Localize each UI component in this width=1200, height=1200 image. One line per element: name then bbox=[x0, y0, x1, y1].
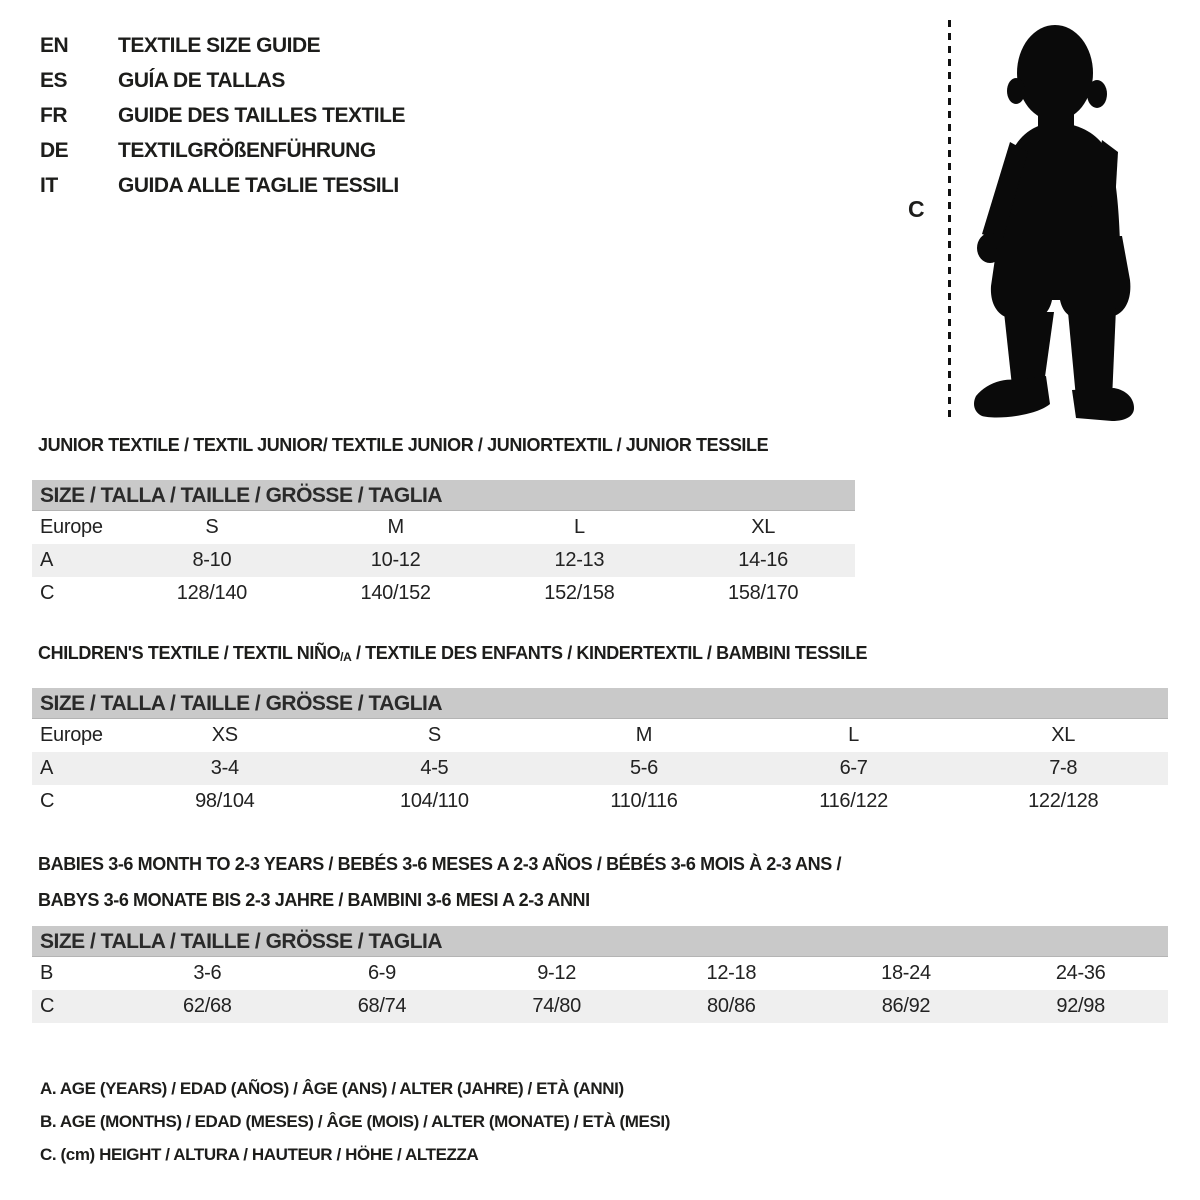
table-cell: 80/86 bbox=[707, 995, 756, 1017]
table-cell: 104/110 bbox=[400, 790, 469, 812]
height-figure bbox=[880, 0, 1200, 430]
table-cell: S bbox=[427, 724, 441, 746]
language-list bbox=[40, 28, 405, 203]
language-title: TEXTILGRÖßENFÜHRUNG bbox=[118, 138, 376, 162]
children-title-sub: /A bbox=[340, 650, 352, 664]
table-cell: 3-4 bbox=[210, 757, 239, 779]
table-cell: 12-13 bbox=[554, 549, 605, 571]
measure-c-label: C bbox=[908, 196, 925, 222]
children-size-table bbox=[32, 688, 1168, 818]
row-label: B bbox=[40, 962, 54, 984]
table-cell: 158/170 bbox=[728, 582, 799, 604]
children-section bbox=[32, 643, 1168, 818]
language-title: GUÍA DE TALLAS bbox=[118, 68, 285, 92]
size-header-bar: SIZE / TALLA / TAILLE / GRÖSSE / TAGLIA bbox=[32, 926, 1168, 957]
table-cell: 128/140 bbox=[176, 582, 247, 604]
table-cell: 116/122 bbox=[819, 790, 888, 812]
table-cell: M bbox=[387, 516, 404, 538]
table-cell: 14-16 bbox=[738, 549, 788, 571]
table-row-height bbox=[32, 785, 1168, 818]
table-cell: 5-6 bbox=[629, 757, 658, 779]
table-cell: 7-8 bbox=[1049, 757, 1078, 779]
table-cell: XS bbox=[211, 724, 238, 746]
size-header-bar: SIZE / TALLA / TAILLE / GRÖSSE / TAGLIA bbox=[32, 480, 855, 511]
row-label: C bbox=[40, 582, 55, 604]
table-cell: 98/104 bbox=[195, 790, 255, 812]
table-cell: 4-5 bbox=[420, 757, 449, 779]
table-cell: L bbox=[848, 724, 859, 746]
children-title-rest: / TEXTILE DES ENFANTS / KINDERTEXTIL / BAMBINI TESSILE bbox=[351, 643, 868, 663]
language-title: TEXTILE SIZE GUIDE bbox=[118, 33, 321, 57]
language-row-en bbox=[40, 28, 405, 63]
table-cell: 18-24 bbox=[881, 962, 931, 984]
table-cell: 92/98 bbox=[1056, 995, 1105, 1017]
table-cell: 6-7 bbox=[839, 757, 868, 779]
table-row-age bbox=[32, 544, 855, 577]
language-title: GUIDE DES TAILLES TEXTILE bbox=[118, 103, 405, 127]
table-cell: L bbox=[573, 516, 585, 538]
row-label: C bbox=[40, 995, 55, 1017]
row-label: A bbox=[40, 549, 54, 571]
table-row-europe bbox=[32, 511, 855, 544]
table-cell: 140/152 bbox=[360, 582, 431, 604]
table-cell: XL bbox=[1051, 724, 1076, 746]
table-cell: 9-12 bbox=[537, 962, 577, 984]
table-row-europe bbox=[32, 719, 1168, 752]
junior-section-title: JUNIOR TEXTILE / TEXTIL JUNIOR/ TEXTILE JUNIOR / JUNIORTEXTIL / JUNIOR TESSILE bbox=[38, 435, 769, 455]
table-cell: 10-12 bbox=[370, 549, 421, 571]
row-label: Europe bbox=[40, 724, 103, 746]
table-cell: 6-9 bbox=[367, 962, 396, 984]
junior-section bbox=[32, 435, 855, 610]
language-row-it bbox=[40, 168, 405, 203]
legend-line-a: A. AGE (YEARS) / EDAD (AÑOS) / ÂGE (ANS) / ALTER (JAHRE) / ETÀ (ANNI) bbox=[40, 1079, 624, 1098]
language-row-fr bbox=[40, 98, 405, 133]
height-dashed-line bbox=[948, 20, 951, 420]
table-row-age bbox=[32, 752, 1168, 785]
babies-section-title bbox=[32, 846, 1168, 918]
table-cell: 3-6 bbox=[193, 962, 222, 984]
children-section-title bbox=[32, 643, 1168, 664]
language-code: EN bbox=[40, 33, 69, 57]
table-cell: 68/74 bbox=[357, 995, 407, 1017]
table-cell: S bbox=[205, 516, 219, 538]
table-cell: 12-18 bbox=[706, 962, 757, 984]
language-code: DE bbox=[40, 138, 69, 162]
language-title: GUIDA ALLE TAGLIE TESSILI bbox=[118, 173, 399, 197]
legend bbox=[40, 1072, 670, 1171]
babies-title-line2: BABYS 3-6 MONATE BIS 2-3 JAHRE / BAMBINI 3-6 MESI A 2-3 ANNI bbox=[38, 890, 590, 910]
language-row-es bbox=[40, 63, 405, 98]
babies-section bbox=[32, 846, 1168, 1023]
table-cell: XL bbox=[751, 516, 776, 538]
junior-size-table bbox=[32, 480, 855, 610]
language-code: ES bbox=[40, 68, 68, 92]
table-cell: 122/128 bbox=[1028, 790, 1099, 812]
size-header-bar: SIZE / TALLA / TAILLE / GRÖSSE / TAGLIA bbox=[32, 688, 1168, 719]
table-row-height bbox=[32, 577, 855, 610]
legend-line-b: B. AGE (MONTHS) / EDAD (MESES) / ÂGE (MOIS) / ALTER (MONATE) / ETÀ (MESI) bbox=[40, 1112, 670, 1131]
table-row-months bbox=[32, 957, 1168, 990]
language-code: FR bbox=[40, 103, 67, 127]
table-cell: 152/158 bbox=[544, 582, 615, 604]
table-cell: 110/116 bbox=[610, 790, 678, 812]
babies-size-table bbox=[32, 926, 1168, 1023]
language-row-de bbox=[40, 133, 405, 168]
table-cell: 8-10 bbox=[192, 549, 232, 571]
toddler-silhouette-image bbox=[958, 18, 1142, 422]
table-cell: M bbox=[635, 724, 653, 746]
babies-title-line1: BABIES 3-6 MONTH TO 2-3 YEARS / BEBÉS 3-6 MESES A 2-3 AÑOS / BÉBÉS 3-6 MOIS À 2-3 ANS / bbox=[38, 854, 842, 874]
table-cell: 62/68 bbox=[183, 995, 232, 1017]
table-row-height bbox=[32, 990, 1168, 1023]
table-cell: 74/80 bbox=[532, 995, 581, 1017]
row-label: C bbox=[40, 790, 55, 812]
table-cell: 24-36 bbox=[1055, 962, 1106, 984]
row-label: Europe bbox=[40, 516, 103, 538]
language-code: IT bbox=[40, 173, 58, 197]
children-title-main: CHILDREN'S TEXTILE / TEXTIL NIÑO bbox=[38, 643, 341, 663]
row-label: A bbox=[40, 757, 54, 779]
legend-line-c: C. (cm) HEIGHT / ALTURA / HAUTEUR / HÖHE / ALTEZZA bbox=[40, 1145, 479, 1164]
table-cell: 86/92 bbox=[881, 995, 931, 1017]
